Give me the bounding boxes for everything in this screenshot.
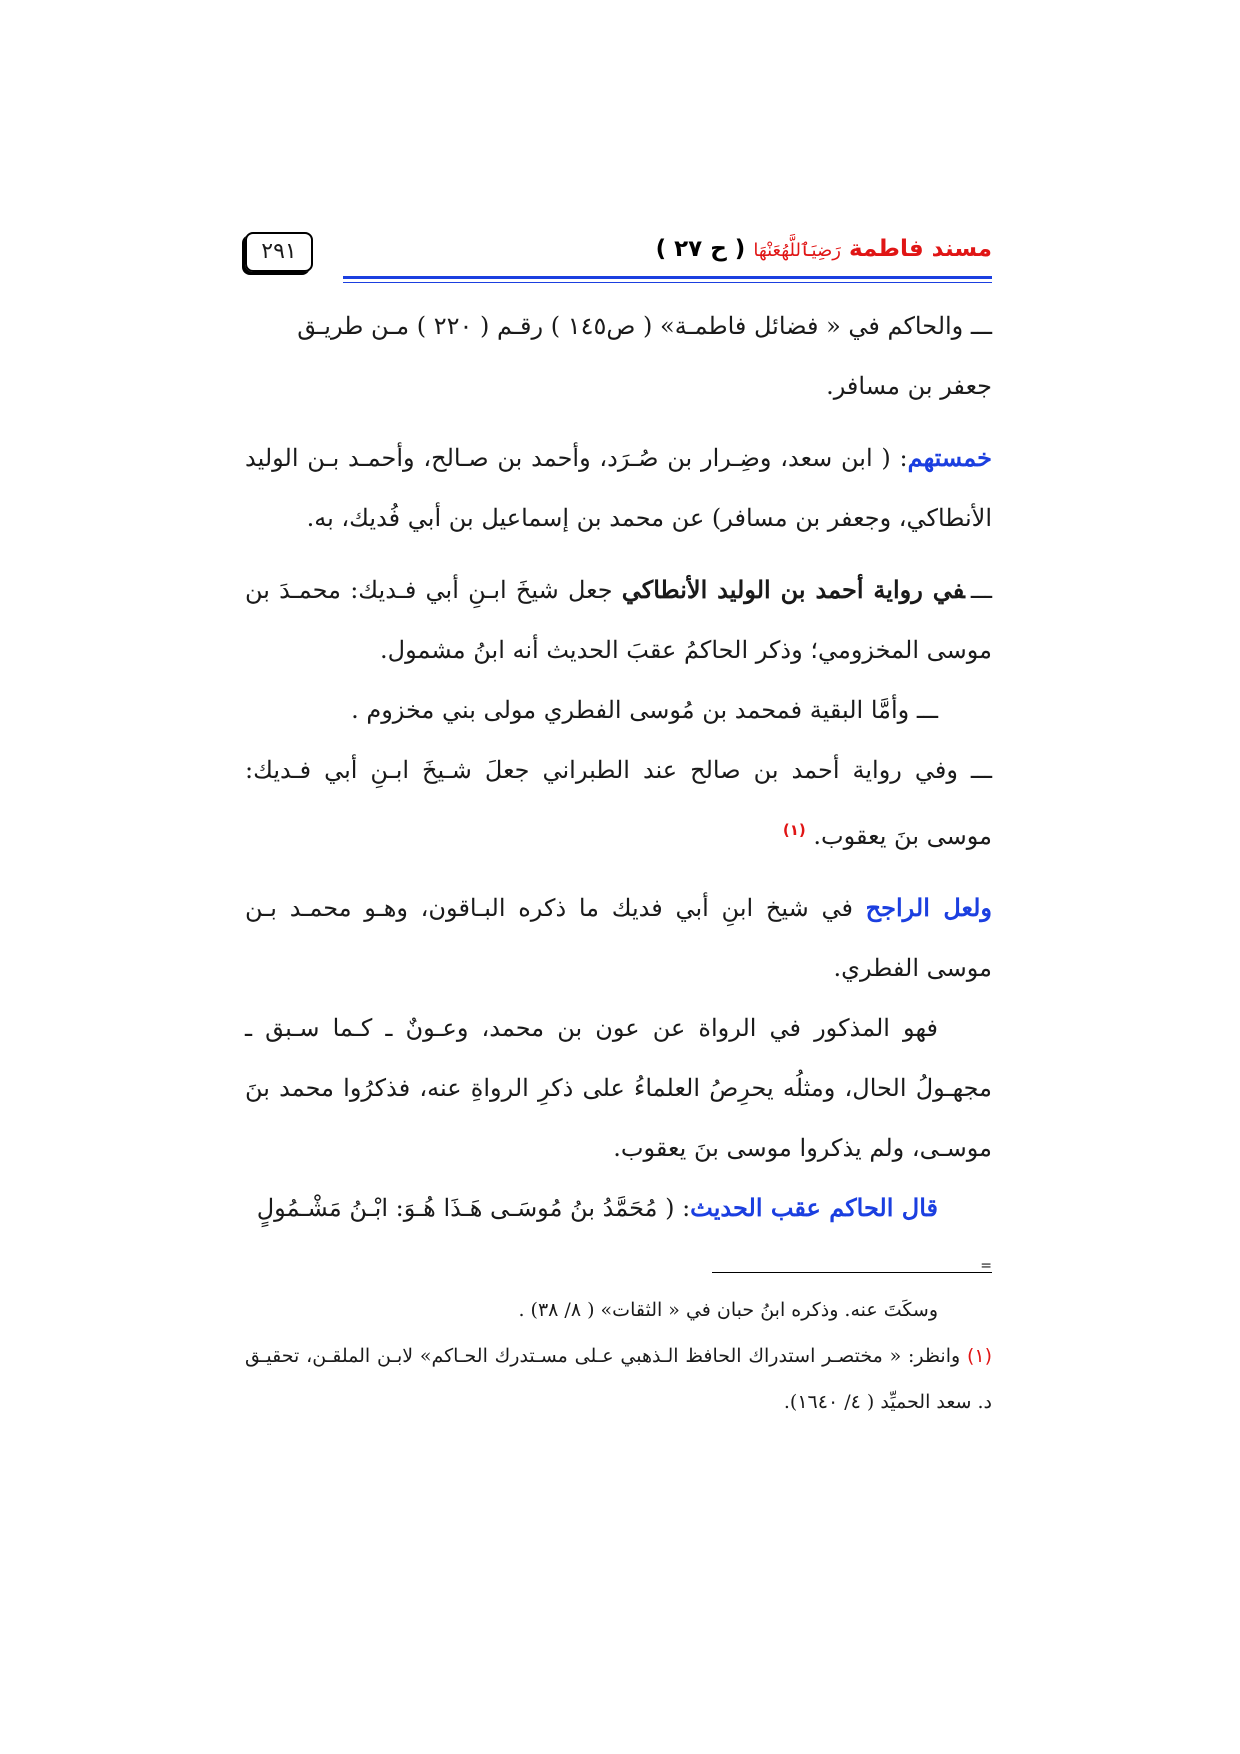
p6-text: في شيخ ابنِ أبي فديك ما ذكره البـاقون، وهـو محمـد بـن موسى الفطري. [245, 894, 992, 982]
paragraph-8 [245, 1178, 992, 1238]
p4-text: ـــ وأمَّا البقية فمحمد بن مُوسى الفطري مولى بني مخزوم . [351, 696, 938, 724]
p8-label: قال الحاكم عقب الحديث [690, 1193, 938, 1222]
p3-dash: ـــ [970, 576, 992, 604]
p3-text: جعل شيخَ ابـنِ أبي فـديك: محمـدَ بن موسى المخزومي؛ وذكر الحاكمُ عقبَ الحديث أنه ابنُ مشمول. [245, 576, 992, 664]
hadith-number: ( ح ٢٧ ) [655, 236, 746, 262]
main-text [245, 296, 992, 1238]
paragraph-3 [245, 560, 992, 680]
paragraph-5 [245, 740, 992, 866]
continuation-text: وسكَتَ عنه. وذكره ابنُ حبان في « الثقات» ( ٨/ ٣٨) . [518, 1299, 938, 1321]
footnote-separator [712, 1272, 992, 1273]
paragraph-7 [245, 998, 992, 1178]
p1-line2: جعفر بن مسافر. [826, 372, 992, 400]
p3-bold: في رواية أحمد بن الوليد الأنطاكي [621, 575, 965, 604]
footnote-1 [245, 1333, 992, 1425]
footnote-1-text: وانظر: « مختصـر استدراك الحافظ الـذهبي عـلى مسـتدرك الحـاكم» لابـن الملقـن، تحقيـق د. سعد الحميِّد ( ٤/ ١٦٤٠). [245, 1345, 992, 1413]
page-number: ٢٩١ [245, 232, 313, 272]
p5-text: ـــ وفي رواية أحمد بن صالح عند الطبراني جعلَ شـيخَ ابـنِ أبي فـديك: موسى بنَ يعقوب. [245, 756, 992, 850]
page-header [245, 230, 992, 288]
p8-text: : ( مُحَمَّدُ بنُ مُوسَـى هَـذَا هُـوَ: ابْـنُ مَشْـمُولٍ [256, 1194, 691, 1222]
continuation-mark: = [980, 1258, 992, 1274]
book-title: مسند فاطمة [848, 236, 992, 262]
honorific: رَضِيَٱللَّهُعَنْهَا [753, 240, 841, 261]
paragraph-4 [245, 680, 992, 740]
footnote-1-number: (١) [966, 1345, 992, 1367]
header-rule [343, 276, 992, 279]
paragraph-6 [245, 878, 992, 998]
page [245, 230, 992, 1425]
p7-text: فهو المذكور في الرواة عن عون بن محمد، وعـونٌ ـ كـما سـبق ـ مجهـولُ الحال، ومثلُه يحرِصُ العلماءُ على ذكرِ الرواةِ عنه، فذكرُوا محمد بنَ موسـى، ولم يذكروا موسى بنَ يعقوب. [245, 1014, 992, 1162]
running-title [656, 236, 992, 262]
paragraph-2 [245, 428, 992, 548]
p6-label: ولعل الراجح [865, 893, 992, 922]
p2-text: : ( ابن سعد، وضِـرار بن صُـرَد، وأحمد بن صـالح، وأحمـد بـن الوليد الأنطاكي، وجعفر بن مسافر) عن محمد بن إسماعيل بن أبي فُديك، به. [245, 444, 992, 532]
p2-label: خمستهم [907, 443, 992, 472]
p1-line1: ـــ والحاكم في « فضائل فاطمـة» ( ص١٤٥ ) رقـم ( ٢٢٠ ) مـن طريـق [297, 312, 992, 340]
paragraph-1 [245, 296, 992, 416]
header-rule-thin [343, 282, 992, 283]
footnotes [245, 1258, 992, 1425]
footnote-ref-1[interactable]: (١) [782, 821, 806, 839]
footnote-continuation [245, 1258, 992, 1333]
